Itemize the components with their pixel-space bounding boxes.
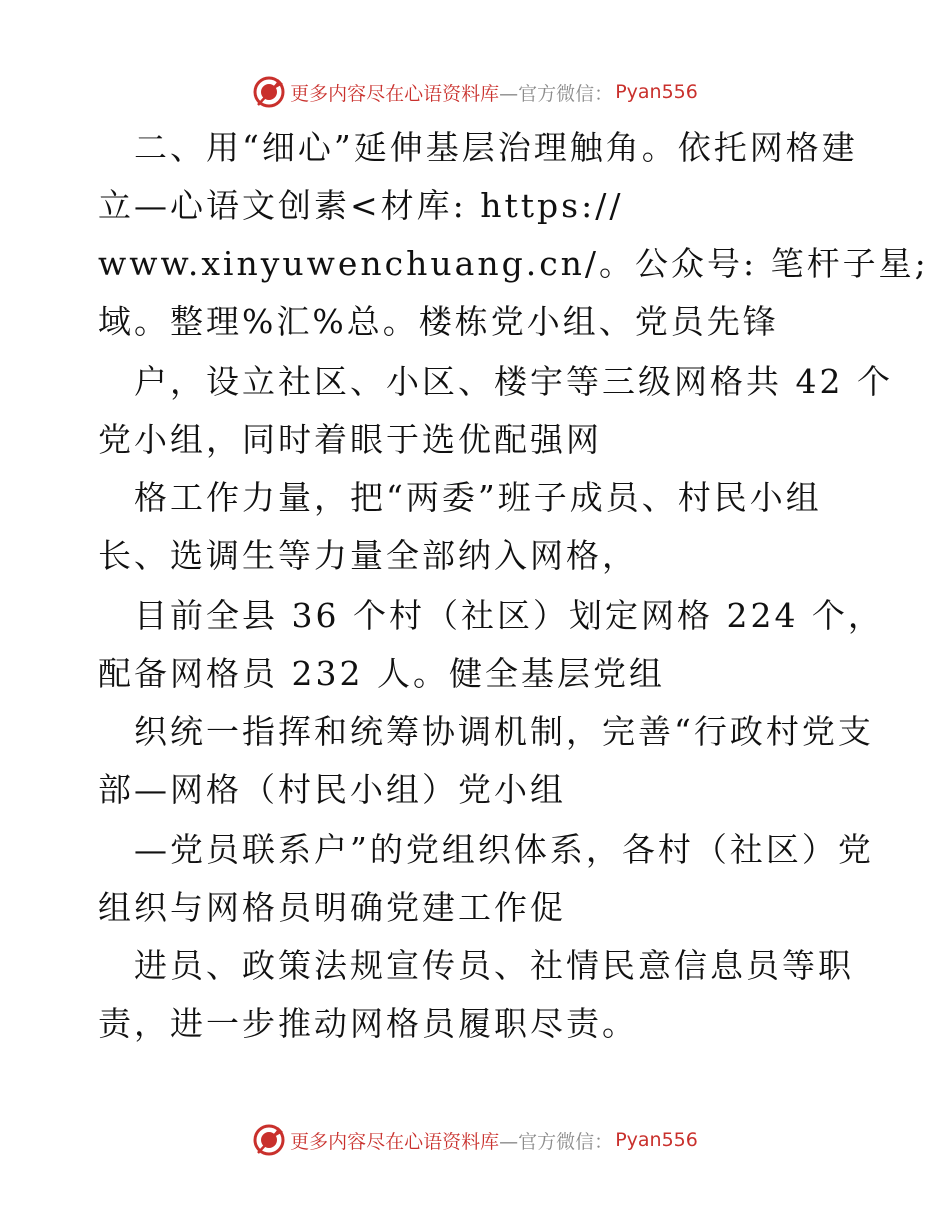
watermark-wechat-id: Pyan556 [615,1129,698,1151]
body-line: —党员联系户”的党组织体系，各村（社区）党 [98,830,874,869]
quill-seal-icon [252,1123,286,1157]
body-line: 目前全县 36 个村（社区）划定网格 224 个， [98,596,884,635]
header-watermark [0,72,950,112]
quill-seal-icon [252,75,286,109]
watermark-brand-text: 更多内容尽在心语资料库 [290,1130,500,1153]
body-line: 责，进一步推动网格员履职尽责。 [98,1004,638,1043]
body-line: www.xinyuwenchuang.cn/。公众号: 笔杆子星; [98,244,929,283]
watermark-wechat-id: Pyan556 [615,81,698,103]
body-line: 长、选调生等力量全部纳入网格， [98,536,638,575]
body-line: 部—网格（村民小组）党小组 [98,770,566,809]
body-line: 户，设立社区、小区、楼宇等三级网格共 42 个 [98,362,893,401]
footer-watermark [0,1120,950,1160]
watermark-brand-text: 更多内容尽在心语资料库 [290,82,500,105]
body-line: 配备网格员 232 人。健全基层党组 [98,654,665,693]
body-line: 进员、政策法规宣传员、社情民意信息员等职 [98,946,854,985]
body-line: 格工作力量，把“两委”班子成员、村民小组 [98,478,822,517]
body-line: 党小组，同时着眼于选优配强网 [98,420,602,459]
body-line: 立—心语文创素<材库: https:// [98,186,624,225]
watermark-separator-text: —官方微信： [499,1130,614,1153]
body-line: 织统一指挥和统筹协调机制，完善“行政村党支 [98,712,874,751]
body-line: 二、用“细心”延伸基层治理触角。依托网格建 [98,128,858,167]
watermark-separator-text: —官方微信： [499,82,614,105]
body-line: 域。整理%汇%总。楼栋党小组、党员先锋 [98,302,779,341]
body-line: 组织与网格员明确党建工作促 [98,888,566,927]
